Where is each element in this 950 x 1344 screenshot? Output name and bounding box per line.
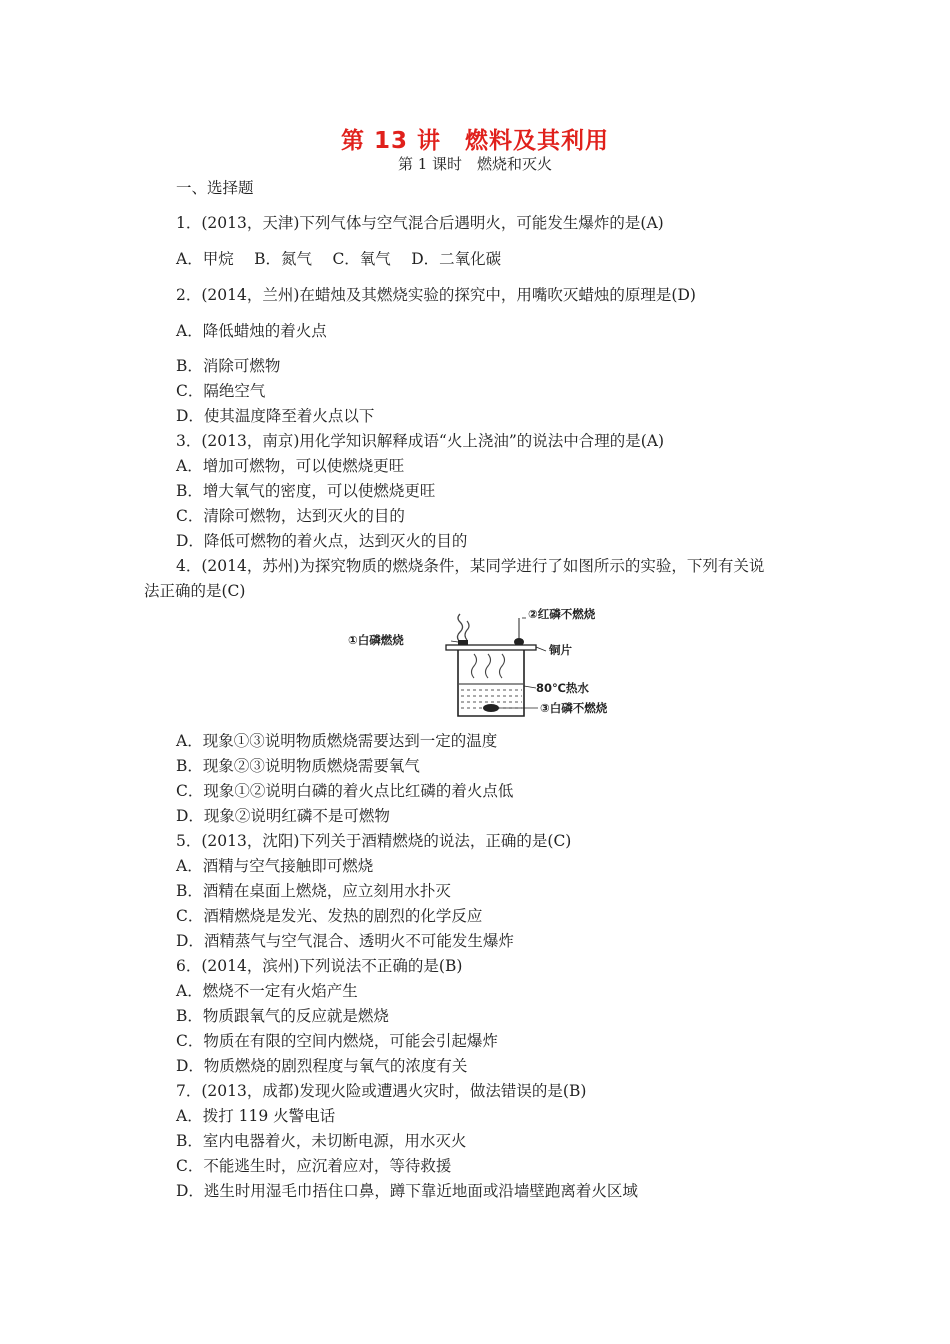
section-heading: 一、选择题: [176, 179, 254, 197]
question-7-option-d: D．逃生时用湿毛巾捂住口鼻，蹲下靠近地面或沿墙壁跑离着火区域: [176, 1182, 638, 1200]
question-1-options: A．甲烷 B．氮气 C．氧气 D．二氧化碳: [176, 250, 502, 268]
copper-plate-icon: [446, 645, 536, 650]
question-5-option-a: A．酒精与空气接触即可燃烧: [176, 857, 374, 875]
label-white-burn: ①白磷燃烧: [348, 633, 404, 647]
label-white-noburn: ③白磷不燃烧: [540, 701, 608, 715]
question-4-line-2: 法正确的是(C): [144, 582, 246, 600]
question-7-option-b: B．室内电器着火，未切断电源，用水灭火: [176, 1132, 467, 1150]
question-3-option-b: B．增大氧气的密度，可以使燃烧更旺: [176, 482, 436, 500]
question-4-option-c: C．现象①②说明白磷的着火点比红磷的着火点低: [176, 782, 514, 800]
question-6-option-d: D．物质燃烧的剧烈程度与氧气的浓度有关: [176, 1057, 468, 1075]
question-5-option-d: D．酒精蒸气与空气混合、透明火不可能发生爆炸: [176, 932, 514, 950]
question-3-option-a: A．增加可燃物，可以使燃烧更旺: [176, 457, 405, 475]
question-3-option-c: C．清除可燃物，达到灭火的目的: [176, 507, 405, 525]
question-4-option-d: D．现象②说明红磷不是可燃物: [176, 807, 390, 825]
question-5: 5．(2013，沈阳)下列关于酒精燃烧的说法，正确的是(C): [176, 832, 572, 850]
combustion-experiment-figure: [346, 604, 616, 720]
page-title: 第 13 讲 燃料及其利用: [340, 128, 610, 154]
question-2-option-d: D．使其温度降至着火点以下: [176, 407, 375, 425]
question-7-option-c: C．不能逃生时，应沉着应对，等待救援: [176, 1157, 452, 1175]
page-subtitle: 第 1 课时 燃烧和灭火: [397, 155, 553, 173]
question-2-option-c: C．隔绝空气: [176, 382, 266, 400]
question-5-option-b: B．酒精在桌面上燃烧，应立刻用水扑灭: [176, 882, 451, 900]
label-copper: 铜片: [549, 643, 572, 657]
smoke-icon: [458, 614, 463, 642]
question-4-option-b: B．现象②③说明物质燃烧需要氧气: [176, 757, 420, 775]
question-4-option-a: A．现象①③说明物质燃烧需要达到一定的温度: [176, 732, 498, 750]
question-3-option-d: D．降低可燃物的着火点，达到灭火的目的: [176, 532, 468, 550]
question-2-option-b: B．消除可燃物: [176, 357, 281, 375]
label-red-noburn: ②红磷不燃烧: [528, 607, 596, 621]
question-6-option-b: B．物质跟氧气的反应就是燃烧: [176, 1007, 389, 1025]
question-1: 1．(2013，天津)下列气体与空气混合后遇明火，可能发生爆炸的是(A): [176, 214, 664, 232]
question-3: 3．(2013，南京)用化学知识解释成语“火上浇油”的说法中合理的是(A): [176, 432, 665, 450]
question-2-option-a: A．降低蜡烛的着火点: [176, 322, 327, 340]
question-7-option-a: A．拨打 119 火警电话: [176, 1107, 336, 1125]
question-7: 7．(2013，成都)发现火险或遭遇火灾时，做法错误的是(B): [176, 1082, 587, 1100]
question-2: 2．(2014，兰州)在蜡烛及其燃烧实验的探究中，用嘴吹灭蜡烛的原理是(D): [176, 286, 696, 304]
question-6: 6．(2014，滨州)下列说法不正确的是(B): [176, 957, 463, 975]
question-4-line-1: 4．(2014，苏州)为探究物质的燃烧条件，某同学进行了如图所示的实验，下列有关说: [176, 557, 765, 575]
label-hot-water: 80℃热水: [536, 681, 589, 695]
white-phosphorus-icon: [458, 640, 468, 645]
question-6-option-c: C．物质在有限的空间内燃烧，可能会引起爆炸: [176, 1032, 498, 1050]
question-5-option-c: C．酒精燃烧是发光、发热的剧烈的化学反应: [176, 907, 483, 925]
question-6-option-a: A．燃烧不一定有火焰产生: [176, 982, 358, 1000]
